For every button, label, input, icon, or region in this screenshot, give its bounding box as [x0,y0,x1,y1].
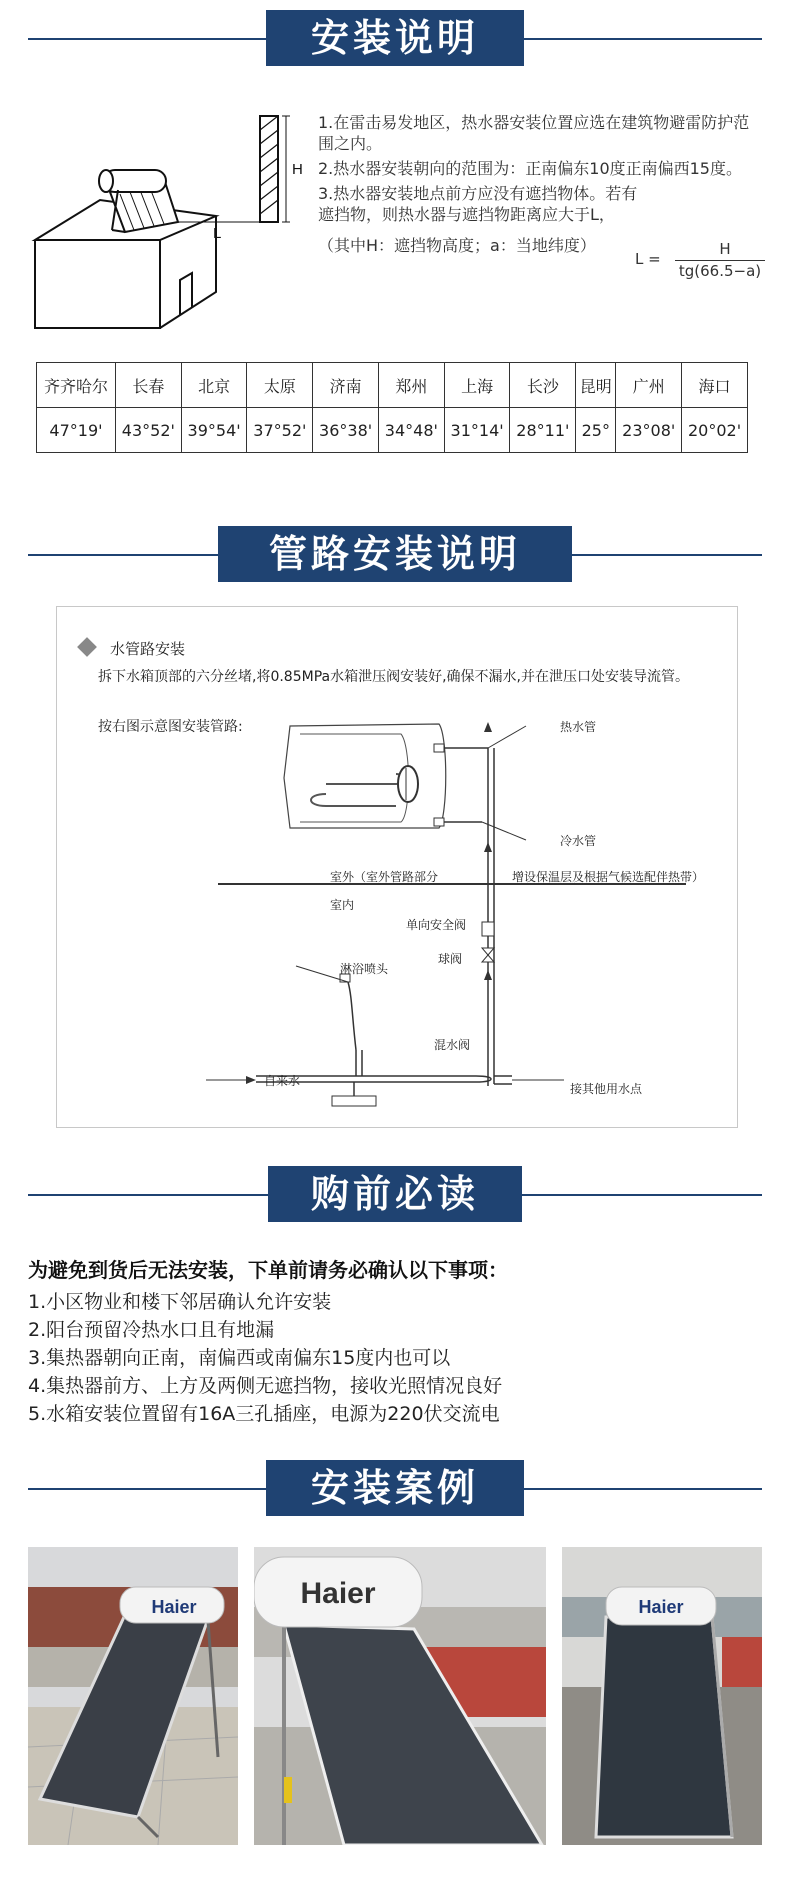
latitude-cell: 23°08' [616,408,682,453]
latitude-cell: 43°52' [115,408,181,453]
latitude-cell: 25° [576,408,616,453]
section-title-install: 安装说明 [266,10,524,66]
install-rule-1: 1.在雷击易发地区，热水器安装位置应选在建筑物避雷防护范围之内。 [318,113,750,153]
latitude-cell: 20°02' [682,408,748,453]
section-title-cases: 安装案例 [266,1460,524,1516]
prepurchase-item: 1.小区物业和楼下邻居确认允许安装 [28,1291,332,1313]
label-tap-water: 自来水 [264,1074,301,1088]
city-cell: 齐齐哈尔 [37,363,116,408]
case-photo-2 [254,1547,546,1845]
city-cell: 昆明 [576,363,616,408]
city-cell: 上海 [444,363,510,408]
label-insulation: 增设保温层及根据气候选配伴热带） [512,870,705,884]
city-cell: 海口 [682,363,748,408]
section-header-prepurchase [0,1166,790,1222]
pipe-schematic [56,606,738,1128]
latitude-cell: 31°14' [444,408,510,453]
prepurchase-list [28,1288,502,1428]
section-header-install [0,10,790,66]
install-rules [318,112,758,256]
city-cell: 长沙 [510,363,576,408]
install-note: （其中H：遮挡物高度；a：当地纬度） [318,236,596,255]
latitude-table-cities-row [37,363,748,408]
install-rule-2: 2.热水器安装朝向的范围为：正南偏东10度正南偏西15度。 [318,159,742,178]
city-cell: 长春 [115,363,181,408]
formula-bar [675,260,765,261]
latitude-cell: 37°52' [247,408,313,453]
label-mixer: 混水阀 [434,1038,471,1052]
section-header-pipe [0,526,790,582]
latitude-cell: 28°11' [510,408,576,453]
formula-numerator: H [719,240,731,258]
city-cell: 太原 [247,363,313,408]
pipe-subtitle: 水管路安装 [110,640,186,658]
h-label: H [292,161,303,178]
label-cold-pipe: 冷水管 [560,834,597,848]
prepurchase-item: 3.集热器朝向正南，南偏西或南偏东15度内也可以 [28,1347,451,1369]
l-label: L [213,225,222,242]
label-indoor: 室内 [330,898,355,912]
latitude-cell: 34°48' [378,408,444,453]
case-photo-3 [562,1547,762,1845]
haier-logo-1: Haier [151,1597,197,1617]
latitude-table-values-row [37,408,748,453]
prepurchase-item: 2.阳台预留冷热水口且有地漏 [28,1319,275,1341]
latitude-cell: 47°19' [37,408,116,453]
haier-logo-2: Haier [300,1577,376,1610]
label-hot-pipe: 热水管 [560,720,597,734]
haier-logo-3: Haier [638,1597,684,1617]
city-cell: 北京 [181,363,247,408]
latitude-cell: 36°38' [313,408,379,453]
section-header-cases [0,1460,790,1516]
pipe-guide-text: 按右图示意图安装管路: [98,719,243,735]
label-outdoor: 室外（室外管路部分 [330,870,439,884]
label-other-points: 接其他用水点 [570,1082,643,1096]
house-diagram [30,110,320,340]
city-cell: 济南 [313,363,379,408]
latitude-cell: 39°54' [181,408,247,453]
label-shower: 淋浴喷头 [340,962,389,976]
pipe-description: 拆下水箱顶部的六分丝堵,将0.85MPa水箱泄压阀安装好,确保不漏水,并在泄压口处安装导流管。 [98,669,689,685]
city-cell: 郑州 [378,363,444,408]
section-title-prepurchase: 购前必读 [268,1166,522,1222]
case-photo-1 [28,1547,238,1845]
prepurchase-heading: 为避免到货后无法安装，下单前请务必确认以下事项： [28,1258,508,1282]
prepurchase-item: 5.水箱安装位置留有16A三孔插座，电源为220伏交流电 [28,1403,500,1425]
city-cell: 广州 [616,363,682,408]
distance-formula [635,240,765,286]
label-ball-valve: 球阀 [438,952,463,966]
section-title-pipe: 管路安装说明 [218,526,572,582]
install-rule-3: 3.热水器安装地点前方应没有遮挡物体。若有遮挡物，则热水器与遮挡物距离应大于L， [318,184,638,224]
formula-lhs: L = [635,250,661,268]
latitude-table [36,362,748,453]
label-check-valve: 单向安全阀 [406,918,467,932]
formula-denominator: tg(66.5−a) [678,262,762,280]
prepurchase-item: 4.集热器前方、上方及两侧无遮挡物，接收光照情况良好 [28,1375,503,1397]
